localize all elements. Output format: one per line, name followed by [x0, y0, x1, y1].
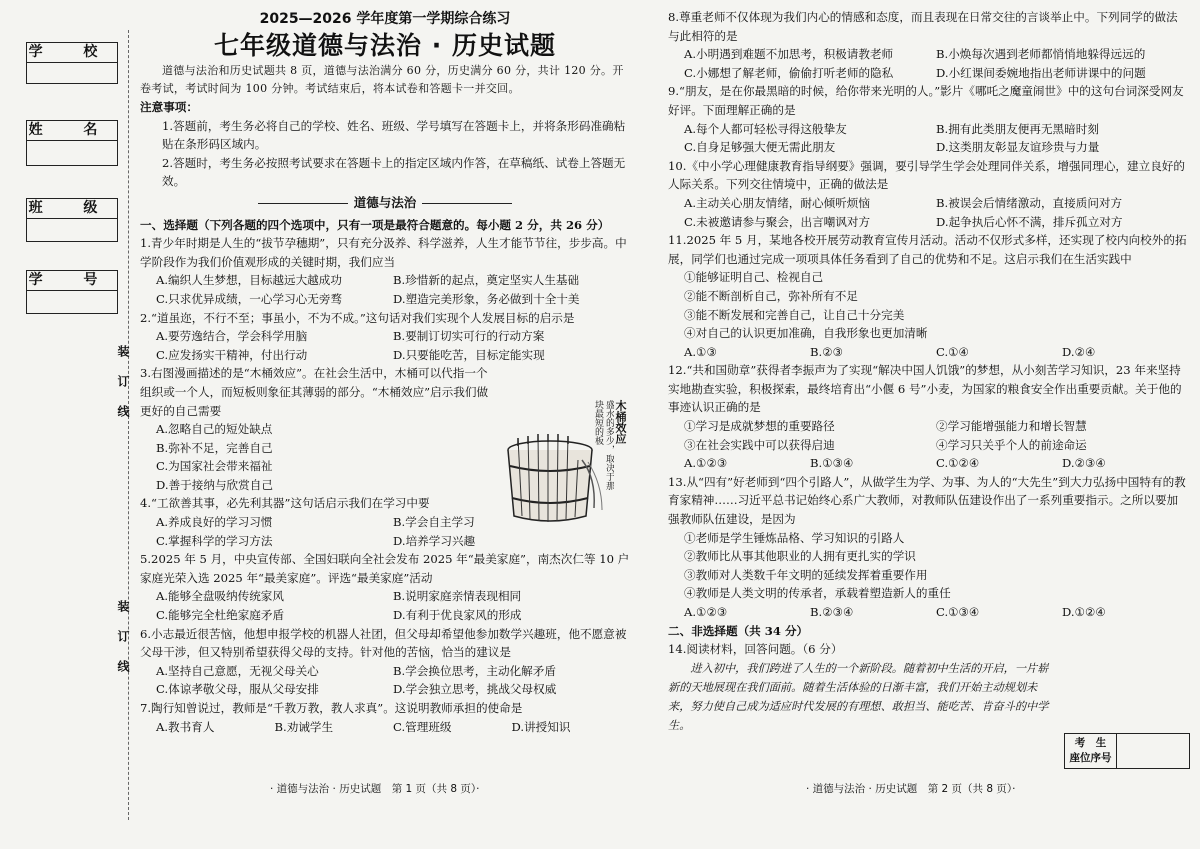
school-label: 学 校: [26, 42, 118, 63]
binding-mark-2: 装订线: [116, 600, 130, 690]
q11-stem: 11.2025 年 5 月，某地各校开展劳动教育宣传月活动。活动不仅形式多样，还实现了校内向校外的拓展，同学们也通过完成一项项具体任务看到了自己的优势和不足。这启示我们在生活实践中: [668, 233, 1187, 266]
q8-option-b[interactable]: B.小焕每次遇到老师都悄悄地躲得远远的: [936, 47, 1146, 62]
page-1: [140, 0, 630, 736]
q12-option-b[interactable]: B.①③④: [810, 456, 854, 471]
q2-option-a[interactable]: A.要劳逸结合，学会科学用脑: [156, 329, 308, 344]
q6-option-d[interactable]: D.学会独立思考，挑战父母权威: [393, 682, 557, 697]
notice-title: 注意事项：: [140, 100, 198, 114]
q5-option-d[interactable]: D.有利于优良家风的形成: [393, 608, 522, 623]
q5-option-a[interactable]: A.能够全盘吸纳传统家风: [156, 589, 284, 604]
binding-mark-1: 装订线: [116, 345, 130, 435]
q14-stem: 14.阅读材料，回答问题。（6 分）: [668, 642, 843, 657]
barrel-illustration: [498, 398, 638, 528]
school-field[interactable]: [26, 63, 118, 84]
q9-options: [668, 120, 1188, 157]
q8-option-c[interactable]: C.小娜想了解老师，偷偷打听老师的隐私: [684, 65, 894, 80]
q8-option-a[interactable]: A.小明遇到难题不加思考，积极请教老师: [684, 47, 894, 62]
part1-heading: 一、选择题（下列各题的四个选项中，只有一项是最符合题意的。每小题 2 分，共 26 分）: [140, 217, 610, 232]
q2-option-d[interactable]: D.只要能吃苦，目标定能实现: [393, 347, 545, 362]
q3-option-a[interactable]: A.忽略自己的短处缺点: [156, 422, 273, 437]
q2-option-b[interactable]: B.要制订切实可行的行动方案: [393, 329, 545, 344]
q10-option-d[interactable]: D.起争执后心怀不满，排斥孤立对方: [936, 214, 1123, 229]
q13-option-b[interactable]: B.②③④: [810, 605, 854, 619]
q6-option-c[interactable]: C.体谅孝敬父母，服从父母安排: [156, 682, 319, 697]
q14-material: 进入初中，我们跨进了人生的一个新阶段。随着初中生活的开启，一片崭新的天地展现在我们面前。随着生活体验的日渐丰富，我们开始主动规划未来，努力使自己成为适应时代发展的有理想、敢担当、能吃苦、肯奋斗的中学生。: [668, 661, 1049, 732]
q12-option-d[interactable]: D.②③④: [1062, 456, 1106, 471]
q10-option-b[interactable]: B.被误会后情绪激动，直接质问对方: [936, 195, 1123, 210]
q11-option-b[interactable]: B.②③: [810, 344, 843, 359]
barrel-note: 盛水的多少，取决于那块最短的板: [593, 400, 614, 490]
q9-option-a[interactable]: A.每个人都可轻松寻得这般挚友: [684, 121, 847, 136]
exam-title: 七年级道德与法治 · 历史试题: [214, 31, 556, 60]
notice-item-1: 1.答题前，考生务必将自己的学校、姓名、班级、学号填写在答题卡上，并将条形码准确粘贴在条形码区域内。: [162, 118, 626, 152]
class-label: 班 级: [26, 198, 118, 219]
q10-option-a[interactable]: A.主动关心朋友情绪，耐心倾听烦恼: [684, 195, 870, 210]
q13-options: [668, 603, 1188, 622]
notice-item-2: 2.答题时，考生务必按照考试要求在答题卡上的指定区域内作答，在草稿纸、试卷上答题无效。: [162, 155, 626, 189]
q12-statements: [668, 417, 1188, 454]
q4-option-b[interactable]: B.学会自主学习: [393, 515, 475, 530]
q1-option-d[interactable]: D.塑造完美形象，务必做到十全十美: [393, 291, 580, 306]
q12-statement-4: ④学习只关乎个人的前途命运: [936, 437, 1087, 452]
seat-number-box: [1064, 733, 1190, 769]
q12-statement-2: ②学习能增强能力和增长智慧: [936, 419, 1087, 434]
exam-year: 2025—2026 学年度第一学期综合练习: [259, 11, 511, 27]
q7-option-b[interactable]: B.劝诫学生: [274, 719, 334, 734]
q11-statement-4: ④对自己的认识更加准确，自我形象也更加清晰: [684, 326, 928, 341]
q11-option-a[interactable]: A.①③: [684, 344, 717, 359]
exam-intro: 道德与法治和历史试题共 8 页，道德与法治满分 60 分，历史满分 60 分，共计 120 分。开卷考试，考试时间为 100 分钟。考试结束后，将本试卷和答题卡一并交回。: [140, 64, 624, 95]
q3-stem: 3.右图漫画描述的是“木桶效应”。在社会生活中，木桶可以代指一个组织或一个人，而短板则象征其薄弱的部分。“木桶效应”启示我们做更好的自己需要: [140, 366, 489, 418]
q3-option-b[interactable]: B.弥补不足，完善自己: [156, 440, 273, 455]
q3-option-d[interactable]: D.善于接纳与欣赏自己: [156, 477, 273, 492]
q12-option-c[interactable]: C.①②④: [936, 456, 980, 471]
q3-option-c[interactable]: C.为国家社会带来福祉: [156, 459, 273, 474]
number-label: 学 号: [26, 270, 118, 291]
q11-statement-1: ①能够证明自己、检视自己: [684, 270, 824, 285]
q12-options: [668, 454, 1188, 473]
q11-statement-2: ②能不断剖析自己，弥补所有不足: [684, 288, 858, 303]
q1-option-b[interactable]: B.珍惜新的起点，奠定坚实人生基础: [393, 273, 580, 288]
q11-option-d[interactable]: D.②④: [1062, 344, 1096, 359]
q11-statement-3: ③能不断发展和完善自己，让自己十分完美: [684, 307, 905, 322]
number-field[interactable]: [26, 291, 118, 314]
barrel-label: 木桶效应: [614, 400, 627, 444]
q1-option-a[interactable]: A.编织人生梦想，目标越远大越成功: [156, 273, 342, 288]
section-title: 道德与法治: [140, 194, 630, 213]
q12-statement-1: ①学习是成就梦想的重要路径: [684, 419, 835, 434]
q7-option-c[interactable]: C.管理班级: [393, 719, 452, 734]
q4-option-c[interactable]: C.掌握科学的学习方法: [156, 533, 273, 548]
q12-option-a[interactable]: A.①②③: [684, 456, 728, 471]
q11-options: [668, 343, 1188, 362]
q9-option-d[interactable]: D.这类朋友彰显友谊珍贵与力量: [936, 140, 1100, 155]
q13-option-d[interactable]: D.①②④: [1062, 605, 1106, 619]
seat-number-field[interactable]: [1119, 734, 1187, 768]
class-field[interactable]: [26, 219, 118, 242]
q4-stem: 4.“工欲善其事，必先利其器”这句话启示我们在学习中要: [140, 496, 430, 511]
page-2-footer: · 道德与法治 · 历史试题 第 2 页（共 8 页）·: [806, 783, 1016, 795]
q1-option-c[interactable]: C.只求优异成绩，一心学习心无旁骛: [156, 291, 343, 306]
q12-statement-3: ③在社会实践中可以获得启迪: [684, 437, 835, 452]
q13-option-c[interactable]: C.①③④: [936, 605, 980, 619]
q6-options: [140, 662, 630, 699]
q10-stem: 10.《中小学心理健康教育指导纲要》强调，要引导学生学会处理同伴关系，增强同理心，建立良好的人际关系。下列交往情境中，正确的做法是: [668, 158, 1185, 192]
q12-stem: 12.“共和国勋章”获得者李振声为了实现“解决中国人饥饿”的梦想，从小刻苦学习知识，23 年来坚持实地勘查实验，积极探索，最终培育出“小偃 6 号”小麦，为国家的粮食安全作出重要贡献。关于他的事迹认识正确的是: [668, 363, 1182, 415]
q4-option-d[interactable]: D.培养学习兴趣: [393, 533, 476, 548]
q13-statement-2: ②教师比从事其他职业的人拥有更扎实的学识: [684, 549, 916, 564]
q6-stem: 6.小志最近很苦恼，他想申报学校的机器人社团，但父母却希望他参加数学兴趣班，他不愿意被父母干涉，但又特别希望获得父母的支持。针对他的苦恼，恰当的建议是: [140, 626, 627, 660]
part2-heading: 二、非选择题（共 34 分）: [668, 623, 809, 638]
q7-options: [140, 718, 630, 737]
q7-stem: 7.陶行知曾说过，教师是“千教万教，教人求真”。这说明教师承担的使命是: [140, 701, 523, 715]
q13-statement-1: ①老师是学生锤炼品格、学习知识的引路人: [684, 530, 905, 545]
q13-statement-3: ③教师对人类数千年文明的延续发挥着重要作用: [684, 567, 928, 582]
q11-option-c[interactable]: C.①④: [936, 344, 969, 359]
page-2: [668, 0, 1188, 735]
q9-stem: 9.“朋友，是在你最黑暗的时候，给你带来光明的人。”影片《哪吒之魔童闹世》中的这句台词深受网友好评。下面理解正确的是: [668, 84, 1184, 117]
q7-option-d[interactable]: D.讲授知识: [511, 719, 571, 734]
q13-statements: [668, 529, 1188, 603]
q9-option-b[interactable]: B.拥有此类朋友便再无黑暗时刻: [936, 121, 1099, 136]
q4-option-a[interactable]: A.养成良好的学习习惯: [156, 515, 273, 530]
q2-stem: 2.“道虽迩，不行不至；事虽小，不为不成。”这句话对我们实现个人发展目标的启示是: [140, 310, 575, 325]
q2-option-c[interactable]: C.应发扬实干精神，付出行动: [156, 347, 308, 362]
q13-option-a[interactable]: A.①②③: [684, 605, 728, 619]
q5-option-c[interactable]: C.能够完全杜绝家庭矛盾: [156, 608, 285, 623]
q5-options: [140, 587, 630, 624]
name-field[interactable]: [26, 141, 118, 166]
q6-option-a[interactable]: A.坚持自己意愿，无视父母关心: [156, 663, 319, 678]
name-label: 姓 名: [26, 120, 118, 141]
q8-options: [668, 45, 1188, 82]
q7-option-a[interactable]: A.教书育人: [156, 719, 215, 734]
page-1-footer: · 道德与法治 · 历史试题 第 1 页（共 8 页）·: [270, 783, 480, 795]
q5-option-b[interactable]: B.说明家庭亲情表现相同: [393, 589, 522, 604]
q2-options: [140, 327, 630, 364]
q1-options: [140, 271, 630, 308]
q10-option-c[interactable]: C.未被邀请参与聚会，出言嘲讽对方: [684, 214, 871, 229]
q1-stem: 1.青少年时期是人生的“拔节孕穗期”，只有充分汲养、科学滋养，人生才能节节往，步步高。中学阶段作为我们价值观形成的关键时期，我们应当: [140, 236, 627, 269]
q13-statement-4: ④教师是人类文明的传承者，承载着塑造新人的重任: [684, 586, 951, 601]
q6-option-b[interactable]: B.学会换位思考，主动化解矛盾: [393, 663, 556, 678]
q8-option-d[interactable]: D.小红课间委婉地指出老师讲课中的问题: [936, 65, 1146, 80]
q9-option-c[interactable]: C.自身足够强大便无需此朋友: [684, 140, 836, 155]
q5-stem: 5.2025 年 5 月，中央宣传部、全国妇联向全社会发布 2025 年“最美家庭”，南杰次仁等 10 户家庭光荣入选 2025 年“最美家庭”。评选“最美家庭”活动: [140, 552, 630, 585]
q13-stem: 13.从“四有”好老师到“四个引路人”，从做学生为学、为事、为人的“大先生”到大力弘扬中国特有的教育家精神……习近平总书记始终心系广大教师，对教师队伍建设作出了一系列重要指示。之所以要加强教师队伍建设，是因为: [668, 474, 1186, 527]
q11-statements: [668, 268, 1188, 342]
q10-options: [668, 194, 1188, 231]
seat-number-label: 考 生 座位序号: [1065, 734, 1117, 768]
q8-stem: 8.尊重老师不仅体现为我们内心的情感和态度，而且表现在日常交往的言谈举止中。下列同学的做法与此相符的是: [668, 10, 1178, 43]
